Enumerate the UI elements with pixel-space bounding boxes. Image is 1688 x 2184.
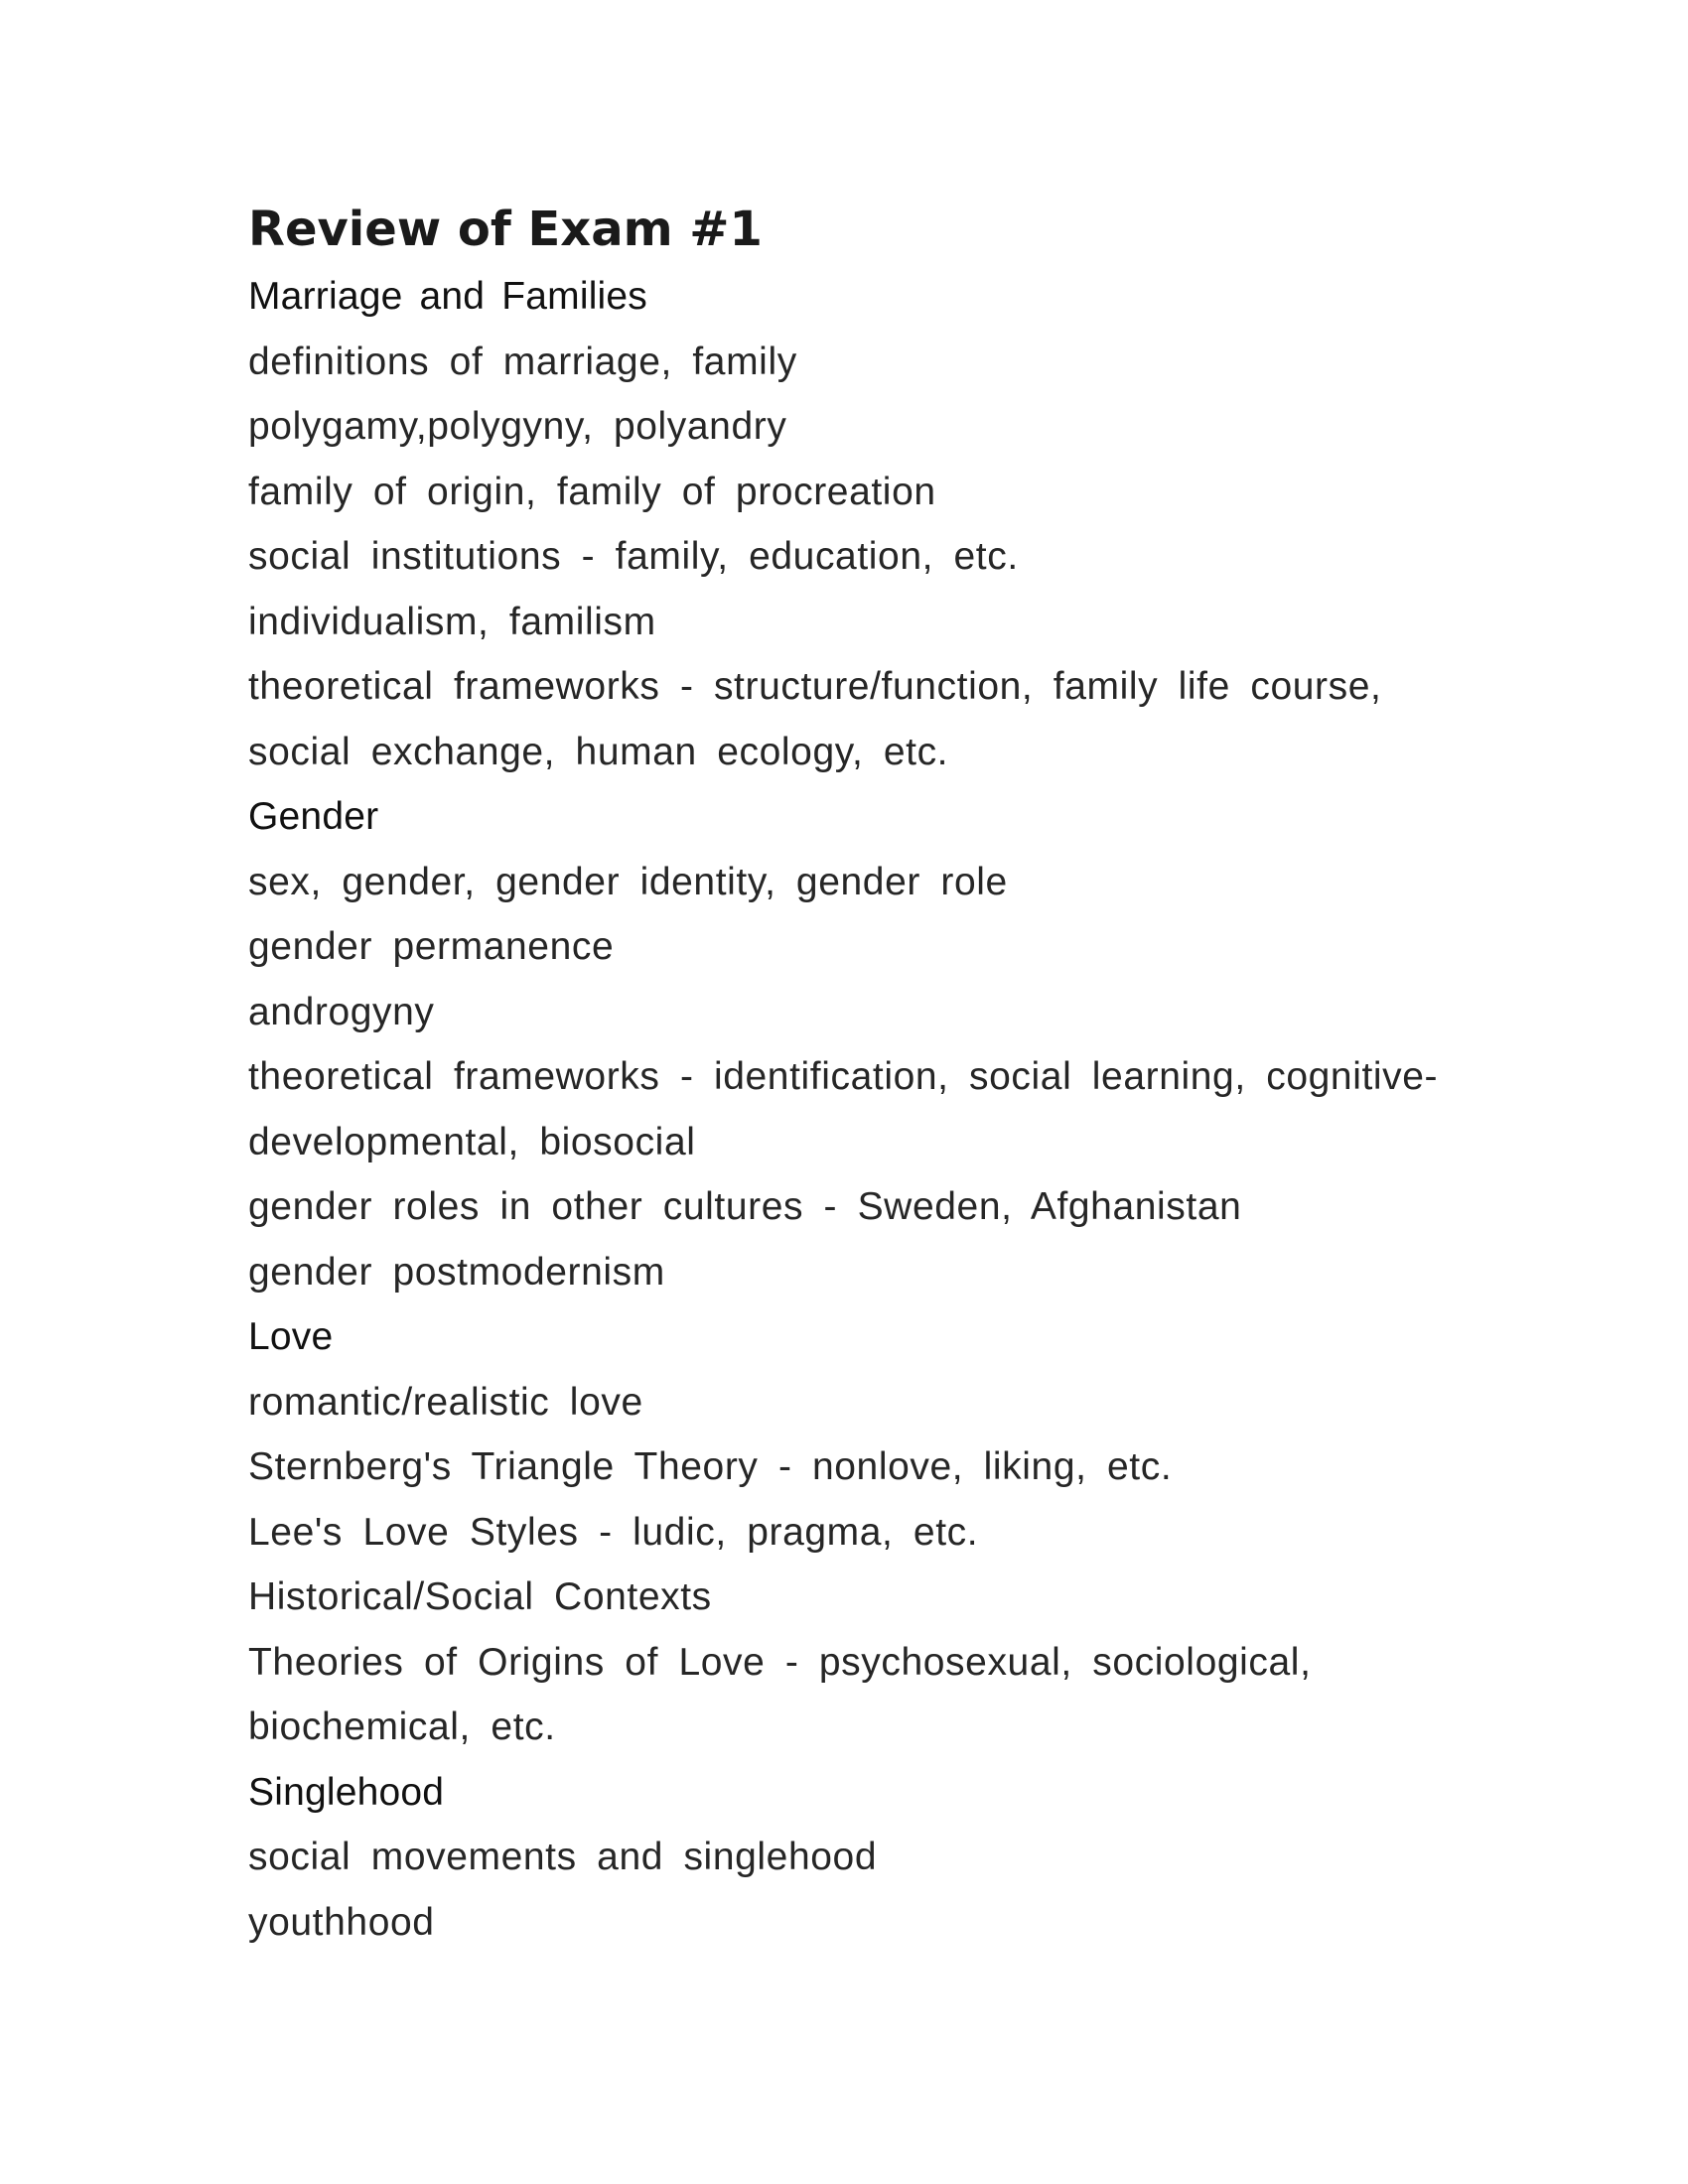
topic-line: gender postmodernism — [248, 1250, 665, 1294]
topic-line: Sternberg's Triangle Theory - nonlove, liking, etc. — [248, 1445, 1173, 1488]
topic-line: biochemical, etc. — [248, 1706, 556, 1748]
section-heading: Singlehood — [248, 1770, 445, 1814]
page-title: Review of Exam #1 — [248, 202, 763, 257]
topic-line: polygamy,polygyny, polyandry — [248, 405, 787, 448]
topic-line: family of origin, family of procreation — [248, 470, 936, 513]
topic-line: theoretical frameworks - structure/function, family life course, — [248, 665, 1382, 708]
topic-line: social institutions - family, education, etc. — [248, 535, 1019, 578]
topic-line: social exchange, human ecology, etc. — [248, 730, 949, 773]
topic-line: gender permanence — [248, 925, 615, 968]
topic-line: definitions of marriage, family — [248, 340, 797, 383]
section-heading: Love — [248, 1315, 334, 1358]
review-list — [248, 264, 1539, 1955]
topic-line: Lee's Love Styles - ludic, pragma, etc. — [248, 1510, 979, 1554]
topic-line: developmental, biosocial — [248, 1120, 696, 1163]
topic-line: androgyny — [248, 990, 435, 1033]
topic-line: Historical/Social Contexts — [248, 1575, 712, 1618]
section-heading: Marriage and Families — [248, 275, 648, 318]
section-heading: Gender — [248, 795, 379, 838]
topic-line: gender roles in other cultures - Sweden, Afghanistan — [248, 1185, 1242, 1228]
topic-line: social movements and singlehood — [248, 1836, 878, 1878]
topic-line: sex, gender, gender identity, gender role — [248, 860, 1008, 903]
document-body — [248, 195, 1539, 1955]
topic-line: theoretical frameworks - identification, social learning, cognitive- — [248, 1055, 1439, 1098]
topic-line: youthhood — [248, 1900, 435, 1944]
topic-line: Theories of Origins of Love - psychosexual, sociological, — [248, 1640, 1312, 1684]
topic-line: romantic/realistic love — [248, 1380, 643, 1424]
topic-line: individualism, familism — [248, 600, 656, 643]
